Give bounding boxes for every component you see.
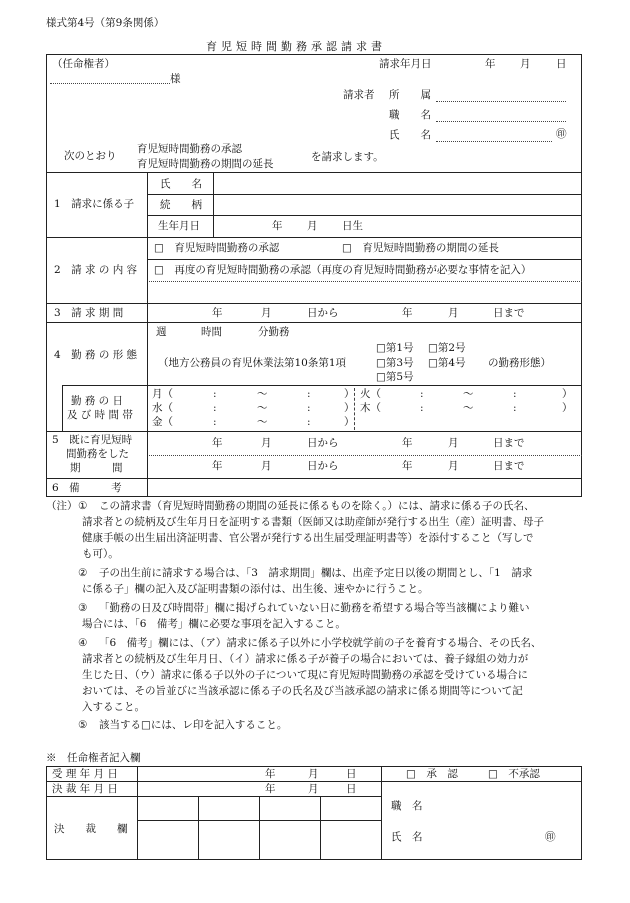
option-extension: 育児短時間勤務の期間の延長 [137, 158, 274, 170]
note4-number: ④ [78, 637, 88, 649]
tilde: 〜 [257, 388, 268, 400]
divider [198, 796, 199, 860]
prior1-to-day: 日まで [493, 437, 525, 449]
note2-number: ② [78, 567, 88, 579]
period-from-year: 年 [212, 307, 223, 319]
note1-line: 健康手帳の出生届出済証明書、官公署が発行する出生届受理証明書等）を添付すること（写しで [82, 532, 534, 544]
divider [147, 478, 148, 497]
colon: : [213, 388, 217, 400]
prior2-from-day: 日から [307, 460, 339, 472]
period-from-month: 月 [261, 307, 272, 319]
request-day-unit: 日 [556, 58, 567, 70]
admin-seal-mark: ㊞ [545, 831, 556, 843]
request-date-label: 請求年月日 [379, 58, 432, 70]
note4-line: おいては、その旨並びに当該承認に係る子の氏名及び当該承認の請求に係る期間等について記 [82, 685, 523, 697]
note2-line: 子の出生前に請求する場合は、「3 請求期間」欄は、出産予定日以後の期間とし、「1 請求 [99, 567, 533, 579]
row4-label: 4 勤 務 の 形 態 [54, 349, 138, 361]
close-paren: ） [562, 388, 573, 400]
prior1-from-year: 年 [212, 437, 223, 449]
child-relation-label: 続 柄 [160, 199, 202, 211]
tilde: 〜 [463, 388, 474, 400]
divider [62, 385, 63, 431]
colon: : [307, 388, 311, 400]
minutes-label: 分勤務 [258, 326, 290, 338]
decided-day-unit: 日 [346, 783, 357, 795]
divider [46, 431, 582, 432]
note5-number: ⑤ [78, 719, 88, 731]
period-from-day: 日から [307, 307, 339, 319]
divider [46, 303, 582, 304]
affiliation-label: 所 属 [389, 89, 431, 101]
tilde: 〜 [257, 416, 268, 428]
colon: : [307, 416, 311, 428]
form-title: 育児短時間勤務承認請求書 [206, 40, 386, 53]
dob-month-unit: 月 [307, 220, 318, 232]
kessai-label: 決 裁 欄 [54, 823, 128, 835]
received-date-label: 受 理 年 月 日 [52, 768, 118, 780]
prior2-to-month: 月 [448, 460, 459, 472]
colon: : [420, 388, 424, 400]
notes-prefix: （注） [46, 500, 78, 512]
child-name-label: 氏 名 [160, 178, 202, 190]
row6-label: 6 備 考 [52, 482, 122, 494]
note3-line: 「勤務の日及び時間帯」欄に掲げられていない日に勤務を希望する場合等当該欄により難い [99, 602, 530, 614]
divider [46, 796, 381, 797]
appointer-line[interactable] [50, 83, 170, 84]
position-field[interactable] [436, 121, 566, 122]
colon: : [513, 388, 517, 400]
sama-label: 様 [170, 73, 181, 85]
request-month-unit: 月 [520, 58, 531, 70]
admin-heading: ※ 任命権者記入欄 [46, 752, 141, 764]
schedule-label-2: 及 び 時 間 帯 [67, 409, 133, 421]
note4-line: 請求者との続柄及び生年月日、（イ）請求に係る子が養子の場合においては、養子縁組の効力が [82, 653, 529, 665]
law-reference: （地方公務員の育児休業法第10条第1項 [158, 357, 347, 369]
child-dob-label: 生年月日 [158, 220, 200, 232]
position-label: 職 名 [389, 109, 431, 121]
wednesday-label: 水（ [152, 402, 173, 414]
decided-month-unit: 月 [308, 783, 319, 795]
note4-line: 「6 備考」欄には、（ア）請求に係る子以外に小学校就学前の子を養育する場合、その氏名、 [99, 637, 542, 649]
period-to-month: 月 [448, 307, 459, 319]
divider [147, 259, 582, 260]
note1-line: も可）。 [82, 548, 119, 560]
note2-line: に係る子」欄の記入及び証明書類の添付は、出生後、速やかに行うこと。 [82, 583, 429, 595]
schedule-label-1: 勤 務 の 日 [71, 395, 124, 407]
seal-mark: ㊞ [556, 128, 567, 140]
form-option-4[interactable]: □第4号 [428, 357, 466, 369]
tilde: 〜 [257, 402, 268, 414]
divider [259, 796, 260, 860]
note1-line: この請求書（育児短時間勤務の期間の延長に係るものを除く。）には、請求に係る子の氏名、 [99, 500, 535, 512]
tilde: 〜 [463, 402, 474, 414]
form-option-5[interactable]: □第5号 [376, 371, 414, 383]
thursday-label: 木（ [360, 402, 381, 414]
decided-date-label: 決 裁 年 月 日 [52, 783, 118, 795]
divider [213, 172, 214, 237]
divider [147, 281, 582, 282]
decided-year-unit: 年 [265, 783, 276, 795]
approve-checkbox[interactable]: □ 承 認 [406, 768, 458, 780]
prior1-from-month: 月 [261, 437, 272, 449]
note1-line: 請求者との続柄及び生年月日を証明する書類（医師又は助産師が発行する出生（産）証明書、母子 [82, 516, 544, 528]
form-suffix: の勤務形態） [488, 357, 551, 369]
row2-label: 2 請 求 の 内 容 [54, 264, 138, 276]
divider [137, 766, 138, 860]
note4-line: 入すること。 [82, 701, 145, 713]
colon: : [307, 402, 311, 414]
dob-year-unit: 年 [272, 220, 283, 232]
admin-position-label: 職 名 [391, 800, 423, 812]
note1-number: ① [78, 500, 88, 512]
name-field[interactable] [436, 141, 552, 142]
row5-label-1: 5 既に育児短時 [52, 434, 133, 446]
prior2-to-year: 年 [402, 460, 413, 472]
prior2-from-year: 年 [212, 460, 223, 472]
affiliation-field[interactable] [436, 101, 566, 102]
period-to-year: 年 [402, 307, 413, 319]
week-label: 週 [156, 326, 167, 338]
form-number: 様式第4号（第9条関係） [46, 17, 165, 29]
divider [46, 172, 582, 173]
colon: : [213, 416, 217, 428]
option-approval: 育児短時間勤務の承認 [137, 143, 242, 155]
lead-out-text: を請求します。 [311, 151, 384, 163]
form-option-1[interactable]: □第1号 [376, 342, 414, 354]
hours-label: 時間 [201, 326, 222, 338]
prior1-to-month: 月 [448, 437, 459, 449]
prior2-to-day: 日まで [493, 460, 525, 472]
note3-number: ③ [78, 602, 88, 614]
close-paren: ） [344, 388, 355, 400]
row1-label: 1 請求に係る子 [54, 198, 135, 210]
row3-label: 3 請 求 期 間 [54, 307, 124, 319]
row5-label-3: 期 間 [70, 462, 123, 474]
colon: : [513, 402, 517, 414]
tuesday-label: 火（ [360, 388, 381, 400]
request-year-unit: 年 [485, 58, 496, 70]
period-to-day: 日まで [493, 307, 525, 319]
close-paren: ） [344, 416, 355, 428]
admin-name-label: 氏 名 [391, 831, 423, 843]
colon: : [213, 402, 217, 414]
form-option-2[interactable]: □第2号 [428, 342, 466, 354]
check-reapproval[interactable]: □ 再度の育児短時間勤務の承認（再度の育児短時間勤務が必要な事情を記入） [154, 264, 532, 276]
divider [46, 237, 582, 238]
received-month-unit: 月 [308, 768, 319, 780]
divider [320, 796, 321, 860]
divider [46, 322, 582, 323]
check-approval[interactable]: □ 育児短時間勤務の承認 [154, 242, 280, 254]
label-column-divider [147, 172, 148, 478]
prior1-from-day: 日から [307, 437, 339, 449]
form-option-3[interactable]: □第3号 [376, 357, 414, 369]
divider [46, 781, 582, 782]
lead-in-text: 次のとおり [64, 150, 117, 162]
close-paren: ） [562, 402, 573, 414]
colon: : [420, 402, 424, 414]
divider [381, 766, 382, 860]
requester-label: 請求者 [343, 89, 375, 101]
friday-label: 金（ [152, 416, 173, 428]
note4-line: 生じた日、（ウ）請求に係る子以外の子について現に育児短時間勤務の承認を受けている場合に [82, 669, 529, 681]
name-label: 氏 名 [389, 129, 431, 141]
check-extension[interactable]: □ 育児短時間勤務の期間の延長 [342, 242, 499, 254]
monday-label: 月（ [152, 388, 173, 400]
appointer-label: （任命権者） [52, 58, 115, 70]
dob-day-unit: 日生 [342, 220, 363, 232]
received-year-unit: 年 [265, 768, 276, 780]
row5-label-2: 間勤務をした [66, 448, 129, 460]
divider [147, 455, 582, 456]
note5-line: 該当する□には、レ印を記入すること。 [99, 719, 288, 731]
divider [62, 385, 582, 386]
close-paren: ） [344, 402, 355, 414]
prior2-from-month: 月 [261, 460, 272, 472]
note3-line: 場合には、「6 備考」欄に必要な事項を記入すること。 [82, 618, 346, 630]
divider [46, 478, 582, 479]
prior1-to-year: 年 [402, 437, 413, 449]
reject-checkbox[interactable]: □ 不承認 [488, 768, 540, 780]
divider [137, 820, 381, 821]
received-day-unit: 日 [346, 768, 357, 780]
